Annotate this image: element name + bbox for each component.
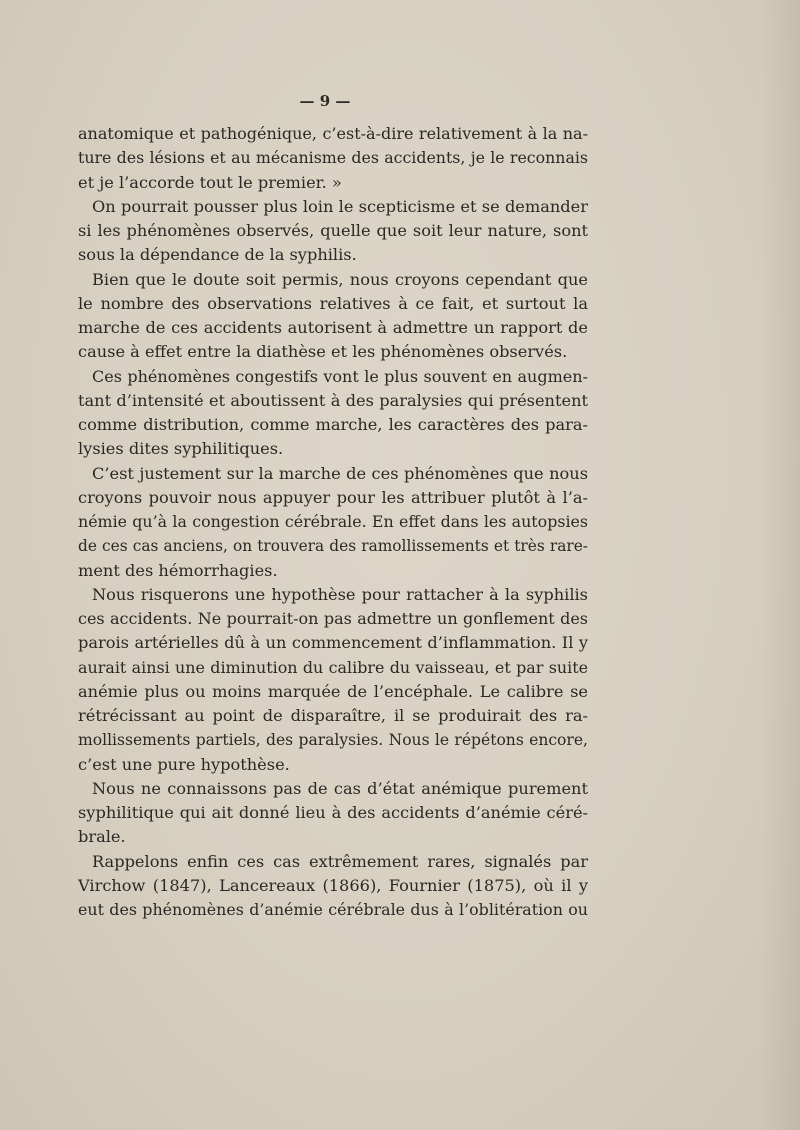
- text-line: némie qu’à la congestion cérébrale. En effet dans les autopsies: [78, 512, 588, 531]
- text-line: C’est justement sur la marche de ces phénomènes que nous: [92, 463, 588, 483]
- text-line: sous la dépendance de la syphilis.: [78, 245, 357, 265]
- text-line: cause à effet entre la diathèse et les phénomènes observés.: [78, 342, 568, 362]
- text-line: ces accidents. Ne pourrait-on pas admettre un gonflement des: [78, 609, 588, 628]
- text-line: Ces phénomènes congestifs vont le plus souvent en augmen-: [92, 366, 588, 386]
- text-line: c’est une pure hypothèse.: [78, 754, 290, 774]
- text-line: eut des phénomènes d’anémie cérébrale dus à l’oblitération ou: [78, 900, 588, 919]
- text-line: ture des lésions et au mécanisme des accidents, je le reconnais: [78, 148, 588, 168]
- text-line: Nous ne connaissons pas de cas d’état anémique purement: [92, 778, 588, 798]
- text-line: et je l’accorde tout le premier. »: [78, 172, 342, 192]
- text-line: On pourrait pousser plus loin le scepticisme et se demander: [92, 196, 588, 216]
- text-line: parois artérielles dû à un commencement d’inflammation. Il y: [78, 633, 588, 653]
- text-line: anatomique et pathogénique, c’est-à-dire relativement à la na-: [78, 124, 588, 143]
- text-line: Bien que le doute soit permis, nous croyons cependant que: [92, 269, 588, 289]
- text-line: si les phénomènes observés, quelle que soit leur nature, sont: [78, 221, 588, 240]
- text-line: aurait ainsi une diminution du calibre du vaisseau, et par suite: [78, 657, 588, 677]
- text-line: brale.: [78, 827, 126, 847]
- page-number: — 9 —: [299, 92, 351, 110]
- text-line: anémie plus ou moins marquée de l’encéphale. Le calibre se: [78, 681, 588, 701]
- text-line: Nous risquerons une hypothèse pour rattacher à la syphilis: [92, 584, 588, 604]
- text-line: ment des hémorrhagies.: [78, 560, 278, 580]
- page-edge-shadow: [760, 0, 800, 1130]
- text-line: Virchow (1847), Lancereaux (1866), Fournier (1875), où il y: [78, 875, 588, 895]
- body-text: [78, 122, 588, 922]
- text-line: lysies dites syphilitiques.: [78, 439, 284, 459]
- text-line: de ces cas anciens, on trouvera des ramollissements et très rare-: [78, 537, 588, 556]
- text-line: comme distribution, comme marche, les caractères des para-: [78, 415, 588, 434]
- text-line: Rappelons enfin ces cas extrêmement rares, signalés par: [92, 851, 588, 871]
- text-line: marche de ces accidents autorisent à admettre un rapport de: [78, 318, 588, 337]
- text-line: syphilitique qui ait donné lieu à des accidents d’anémie céré-: [78, 803, 588, 822]
- text-line: rétrécissant au point de disparaître, il se produirait des ra-: [78, 706, 588, 725]
- text-line: le nombre des observations relatives à ce fait, et surtout la: [78, 293, 588, 313]
- text-line: tant d’intensité et aboutissent à des paralysies qui présentent: [78, 390, 588, 410]
- text-line: mollissements partiels, des paralysies. Nous le répétons encore,: [78, 731, 588, 750]
- text-line: croyons pouvoir nous appuyer pour les attribuer plutôt à l’a-: [78, 487, 588, 507]
